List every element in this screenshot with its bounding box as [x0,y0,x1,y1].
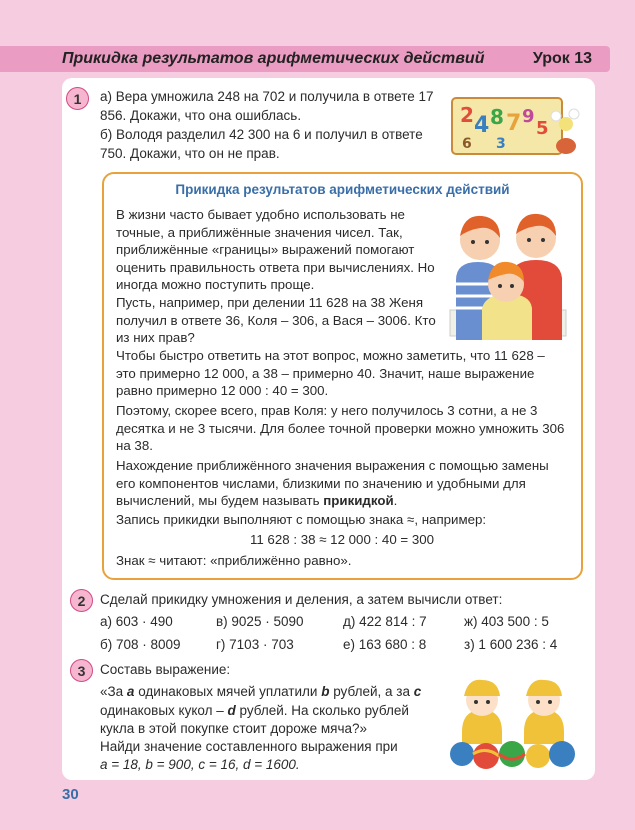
var-a: a [126,684,135,699]
task3-problem [100,683,440,739]
task1-part-a: а) Вера умножила 248 на 702 и получила в ответе 17 856. Докажи, что она ошиблась. [100,89,434,123]
task-number-3: 3 [70,659,93,682]
rule-paragraph-3: Чтобы быстро ответить на этот вопрос, можно заметить, что 11 628 – это примерно 12 000, а 38 – примерно 40. Значит, наше выражение равно примерно 12 000 : 40 = 300. [116,348,545,398]
page-number: 30 [62,786,79,803]
var-b: b [321,684,330,699]
svg-text:7: 7 [506,111,522,136]
problem-text: одинаковых мячей уплатили [134,684,322,699]
lesson-number: Урок 13 [532,50,592,67]
problem-text: одинаковых кукол – [100,702,228,718]
svg-text:3: 3 [496,136,506,152]
task2-item: ж) 403 500 : 5 [464,614,549,629]
rule-paragraph-4: Поэтому, скорее всего, прав Коля: у него получилось 3 сотни, а не 3 десятка и не 3 тысячи. Для более точной проверки можно умножить 306 на 38. [116,403,565,453]
rule-paragraph-2: Пусть, например, при делении 11 628 на 38 Женя получил в ответе 36, Коля – 306, а Вася – 3006. Кто из них прав? [116,295,436,345]
var-d: d [227,702,236,718]
rule-paragraph-6: Запись прикидки выполняют с помощью знака ≈, например: [116,512,487,527]
rule-paragraph-1: В жизни часто бывает удобно использовать не точные, а приближённые значения чисел. Так, приближённые «границы» выражений помогают оценить правильность ответа при вычислениях. Но иногда можно поступить проще. [116,207,435,292]
task2-item: в) 9025 · 5090 [216,614,304,629]
rule-end: . [393,493,398,508]
problem-text: рублей. На сколько рублей кукла в этой покупке стоит дороже мяча?» [100,702,409,736]
svg-text:2: 2 [460,103,474,127]
task-number-1: 1 [66,87,89,110]
task2-item: б) 708 · 8009 [100,637,181,652]
task2-instruction: Сделай прикидку умножения и деления, а затем вычисли ответ: [100,592,503,607]
svg-text:5: 5 [536,118,549,139]
rule-paragraph-5 [116,457,568,510]
problem-text: «За [100,684,127,699]
task2-item: е) 163 680 : 8 [343,637,427,652]
svg-text:4: 4 [474,113,490,138]
svg-text:9: 9 [522,106,535,127]
term-prikidka: прикидкой [323,493,394,508]
task3-values: a = 18, b = 900, c = 16, d = 1600. [100,757,300,772]
task2-item: з) 1 600 236 : 4 [464,637,558,652]
svg-text:6: 6 [462,136,472,152]
dolls-and-balls-illustration [448,670,588,772]
svg-text:8: 8 [490,105,504,129]
task2-item: д) 422 814 : 7 [343,614,427,629]
numbers-illustration [450,94,580,160]
task1-part-b: б) Володя разделил 42 300 на 6 и получил в ответе 750. Докажи, что он не прав. [100,127,423,161]
children-illustration [442,200,570,340]
header-title: Прикидка результатов арифметических действий [62,50,485,67]
task3-find: Найди значение составленного выражения при [100,739,398,754]
rule-paragraph-7: Знак ≈ читают: «приближённо равно». [116,553,352,568]
rule-box-title: Прикидка результатов арифметических действий [175,182,510,197]
problem-text: рублей, а за [329,684,414,699]
example-formula: 11 628 : 38 ≈ 12 000 : 40 = 300 [249,532,435,547]
task2-item: а) 603 · 490 [100,614,173,629]
task2-item: г) 7103 · 703 [216,637,294,652]
rule-text: Нахождение приближённого значения выражения с помощью замены его компонентов числами, близкими по значению и удобными для вычислений, мы будем называть [116,458,549,508]
task-number-2: 2 [70,589,93,612]
lesson-header [0,46,610,72]
task3-instruction: Составь выражение: [100,662,231,677]
var-c: c [413,684,422,699]
